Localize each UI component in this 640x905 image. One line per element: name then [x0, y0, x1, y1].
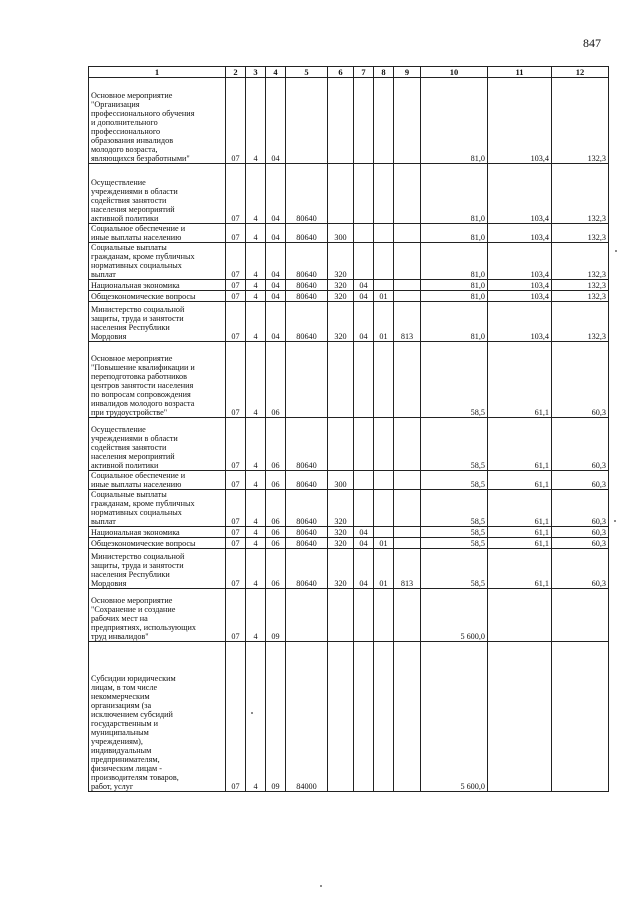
code-cell: [374, 642, 394, 792]
code-cell: 80640: [286, 291, 328, 302]
code-cell: 4: [246, 527, 266, 538]
column-header: 2: [226, 67, 246, 78]
code-cell: [354, 164, 374, 224]
amount-cell: 103,4: [488, 224, 552, 243]
code-cell: [286, 589, 328, 642]
code-cell: 07: [226, 342, 246, 418]
code-cell: 320: [328, 538, 354, 549]
column-header: 1: [89, 67, 226, 78]
code-cell: 07: [226, 527, 246, 538]
code-cell: 300: [328, 224, 354, 243]
code-cell: 04: [354, 549, 374, 589]
table-row: [89, 471, 609, 490]
code-cell: [374, 471, 394, 490]
amount-cell: 103,4: [488, 302, 552, 342]
code-cell: 06: [266, 471, 286, 490]
scan-speck: [614, 520, 616, 522]
amount-cell: 132,3: [552, 291, 609, 302]
table-row: [89, 549, 609, 589]
code-cell: 4: [246, 224, 266, 243]
column-header: 9: [394, 67, 421, 78]
code-cell: 80640: [286, 549, 328, 589]
table-body: [89, 78, 609, 792]
code-cell: 80640: [286, 471, 328, 490]
column-header: 12: [552, 67, 609, 78]
table-row: [89, 291, 609, 302]
row-name-cell: Основное мероприятие "Повышение квалификации и переподготовка работников центров занятости населения по вопросам сопровождения инвалидов молодого возраста при трудоустройстве": [89, 342, 226, 418]
code-cell: 07: [226, 291, 246, 302]
code-cell: 04: [266, 224, 286, 243]
amount-cell: 60,3: [552, 490, 609, 527]
code-cell: 4: [246, 642, 266, 792]
code-cell: [374, 490, 394, 527]
amount-cell: 58,5: [421, 490, 488, 527]
amount-cell: 81,0: [421, 224, 488, 243]
code-cell: 320: [328, 527, 354, 538]
code-cell: 07: [226, 538, 246, 549]
code-cell: 06: [266, 549, 286, 589]
row-name-cell: Национальная экономика: [89, 280, 226, 291]
amount-cell: 58,5: [421, 538, 488, 549]
code-cell: 07: [226, 549, 246, 589]
code-cell: [354, 642, 374, 792]
code-cell: 84000: [286, 642, 328, 792]
code-cell: 80640: [286, 490, 328, 527]
row-name-cell: Осуществление учреждениями в области содействия занятости населения мероприятий активной политики: [89, 418, 226, 471]
code-cell: [394, 243, 421, 280]
code-cell: [394, 224, 421, 243]
amount-cell: 81,0: [421, 243, 488, 280]
code-cell: 04: [354, 302, 374, 342]
table-row: [89, 164, 609, 224]
code-cell: [394, 164, 421, 224]
code-cell: 320: [328, 243, 354, 280]
code-cell: 07: [226, 471, 246, 490]
amount-cell: 103,4: [488, 164, 552, 224]
code-cell: 4: [246, 291, 266, 302]
code-cell: 04: [354, 291, 374, 302]
table-row: [89, 589, 609, 642]
code-cell: [394, 527, 421, 538]
row-name-cell: Основное мероприятие "Сохранение и создание рабочих мест на предприятиях, использующих труд инвалидов": [89, 589, 226, 642]
row-name-cell: Субсидии юридическим лицам, в том числе некоммерческим организациям (за исключением субсидий государственным и муниципальным учреждениям), индивидуальным предпринимателям, физическим лицам - производителям товаров, работ, услуг: [89, 642, 226, 792]
code-cell: 4: [246, 78, 266, 164]
scan-speck: [251, 712, 253, 714]
amount-cell: 5 600,0: [421, 642, 488, 792]
code-cell: 04: [354, 538, 374, 549]
row-name-cell: Национальная экономика: [89, 527, 226, 538]
table-row: [89, 342, 609, 418]
code-cell: [374, 527, 394, 538]
scan-speck: [320, 885, 322, 887]
scan-speck: [615, 250, 617, 252]
code-cell: 4: [246, 302, 266, 342]
code-cell: 80640: [286, 302, 328, 342]
amount-cell: 58,5: [421, 471, 488, 490]
code-cell: 04: [266, 78, 286, 164]
amount-cell: [552, 589, 609, 642]
table-row: [89, 642, 609, 792]
column-header: 6: [328, 67, 354, 78]
amount-cell: 103,4: [488, 78, 552, 164]
code-cell: [328, 642, 354, 792]
table-row: [89, 78, 609, 164]
table-row: [89, 490, 609, 527]
code-cell: 07: [226, 243, 246, 280]
column-header: 11: [488, 67, 552, 78]
code-cell: 06: [266, 527, 286, 538]
code-cell: 4: [246, 280, 266, 291]
amount-cell: 61,1: [488, 490, 552, 527]
amount-cell: 103,4: [488, 291, 552, 302]
amount-cell: 61,1: [488, 418, 552, 471]
code-cell: 04: [266, 302, 286, 342]
amount-cell: 61,1: [488, 471, 552, 490]
code-cell: 320: [328, 302, 354, 342]
code-cell: [354, 78, 374, 164]
page-number: 847: [583, 36, 601, 50]
amount-cell: 60,3: [552, 418, 609, 471]
code-cell: [394, 418, 421, 471]
column-header: 8: [374, 67, 394, 78]
code-cell: 06: [266, 418, 286, 471]
table-row: [89, 418, 609, 471]
code-cell: 80640: [286, 527, 328, 538]
code-cell: [374, 224, 394, 243]
code-cell: [328, 164, 354, 224]
row-name-cell: Социальные выплаты гражданам, кроме публичных нормативных социальных выплат: [89, 243, 226, 280]
amount-cell: 81,0: [421, 78, 488, 164]
code-cell: [374, 280, 394, 291]
code-cell: 07: [226, 642, 246, 792]
amount-cell: [488, 589, 552, 642]
code-cell: [394, 280, 421, 291]
amount-cell: 61,1: [488, 527, 552, 538]
amount-cell: 81,0: [421, 302, 488, 342]
code-cell: [354, 418, 374, 471]
amount-cell: 60,3: [552, 549, 609, 589]
code-cell: [374, 164, 394, 224]
table-row: [89, 280, 609, 291]
code-cell: [328, 342, 354, 418]
code-cell: [328, 589, 354, 642]
code-cell: 813: [394, 302, 421, 342]
table-row: [89, 538, 609, 549]
code-cell: [354, 224, 374, 243]
amount-cell: 132,3: [552, 280, 609, 291]
code-cell: 80640: [286, 164, 328, 224]
code-cell: 09: [266, 589, 286, 642]
code-cell: 80640: [286, 243, 328, 280]
column-header: 5: [286, 67, 328, 78]
code-cell: [328, 78, 354, 164]
code-cell: [394, 471, 421, 490]
code-cell: [354, 589, 374, 642]
code-cell: 320: [328, 490, 354, 527]
code-cell: [394, 78, 421, 164]
table-row: [89, 224, 609, 243]
code-cell: 813: [394, 549, 421, 589]
code-cell: [354, 471, 374, 490]
amount-cell: 132,3: [552, 78, 609, 164]
row-name-cell: Министерство социальной защиты, труда и занятости населения Республики Мордовия: [89, 302, 226, 342]
column-header: 7: [354, 67, 374, 78]
code-cell: [394, 538, 421, 549]
code-cell: 4: [246, 243, 266, 280]
budget-table: [88, 66, 609, 792]
code-cell: 04: [354, 280, 374, 291]
amount-cell: 103,4: [488, 280, 552, 291]
code-cell: 07: [226, 490, 246, 527]
amount-cell: 81,0: [421, 291, 488, 302]
code-cell: [286, 78, 328, 164]
amount-cell: 5 600,0: [421, 589, 488, 642]
code-cell: 04: [266, 280, 286, 291]
code-cell: [394, 642, 421, 792]
code-cell: 4: [246, 549, 266, 589]
row-name-cell: Социальное обеспечение и иные выплаты населению: [89, 471, 226, 490]
code-cell: [354, 243, 374, 280]
code-cell: 80640: [286, 418, 328, 471]
code-cell: [354, 490, 374, 527]
code-cell: [354, 342, 374, 418]
code-cell: 07: [226, 418, 246, 471]
amount-cell: [552, 642, 609, 792]
code-cell: [374, 78, 394, 164]
row-name-cell: Общеэкономические вопросы: [89, 538, 226, 549]
code-cell: 06: [266, 342, 286, 418]
code-cell: 06: [266, 490, 286, 527]
code-cell: 01: [374, 549, 394, 589]
code-cell: 4: [246, 342, 266, 418]
code-cell: 07: [226, 78, 246, 164]
amount-cell: 58,5: [421, 527, 488, 538]
code-cell: [374, 418, 394, 471]
code-cell: 01: [374, 538, 394, 549]
amount-cell: 61,1: [488, 538, 552, 549]
code-cell: 07: [226, 280, 246, 291]
code-cell: 4: [246, 164, 266, 224]
code-cell: 01: [374, 302, 394, 342]
code-cell: 06: [266, 538, 286, 549]
code-cell: 80640: [286, 280, 328, 291]
amount-cell: 81,0: [421, 164, 488, 224]
table-row: [89, 243, 609, 280]
code-cell: 01: [374, 291, 394, 302]
code-cell: [374, 342, 394, 418]
code-cell: [328, 418, 354, 471]
code-cell: 4: [246, 589, 266, 642]
code-cell: 80640: [286, 224, 328, 243]
code-cell: 320: [328, 280, 354, 291]
code-cell: [374, 243, 394, 280]
code-cell: 4: [246, 538, 266, 549]
row-name-cell: Социальное обеспечение и иные выплаты населению: [89, 224, 226, 243]
amount-cell: 81,0: [421, 280, 488, 291]
code-cell: [394, 342, 421, 418]
code-cell: 320: [328, 549, 354, 589]
column-header: 4: [266, 67, 286, 78]
code-cell: 07: [226, 164, 246, 224]
code-cell: 80640: [286, 538, 328, 549]
row-name-cell: Основное мероприятие "Организация профессионального обучения и дополнительного профессионального образования инвалидов молодого возраста, являющихся безработными": [89, 78, 226, 164]
row-name-cell: Министерство социальной защиты, труда и занятости населения Республики Мордовия: [89, 549, 226, 589]
amount-cell: 61,1: [488, 342, 552, 418]
amount-cell: 132,3: [552, 164, 609, 224]
code-cell: 04: [266, 291, 286, 302]
amount-cell: 58,5: [421, 418, 488, 471]
code-cell: 07: [226, 224, 246, 243]
amount-cell: 58,5: [421, 342, 488, 418]
code-cell: 4: [246, 490, 266, 527]
header-row: [89, 67, 609, 78]
amount-cell: 61,1: [488, 549, 552, 589]
amount-cell: 58,5: [421, 549, 488, 589]
amount-cell: 60,3: [552, 471, 609, 490]
code-cell: 07: [226, 302, 246, 342]
amount-cell: 103,4: [488, 243, 552, 280]
row-name-cell: Социальные выплаты гражданам, кроме публичных нормативных социальных выплат: [89, 490, 226, 527]
row-name-cell: Общеэкономические вопросы: [89, 291, 226, 302]
code-cell: 4: [246, 418, 266, 471]
amount-cell: 60,3: [552, 342, 609, 418]
column-header: 10: [421, 67, 488, 78]
table-row: [89, 527, 609, 538]
code-cell: 07: [226, 589, 246, 642]
code-cell: [394, 589, 421, 642]
code-cell: [374, 589, 394, 642]
column-header: 3: [246, 67, 266, 78]
code-cell: 04: [266, 243, 286, 280]
table-row: [89, 302, 609, 342]
amount-cell: 132,3: [552, 302, 609, 342]
code-cell: 300: [328, 471, 354, 490]
amount-cell: 60,3: [552, 538, 609, 549]
code-cell: [286, 342, 328, 418]
amount-cell: 132,3: [552, 224, 609, 243]
code-cell: 320: [328, 291, 354, 302]
code-cell: 4: [246, 471, 266, 490]
amount-cell: 132,3: [552, 243, 609, 280]
row-name-cell: Осуществление учреждениями в области содействия занятости населения мероприятий активной политики: [89, 164, 226, 224]
code-cell: 04: [266, 164, 286, 224]
code-cell: [394, 490, 421, 527]
code-cell: 04: [354, 527, 374, 538]
code-cell: 09: [266, 642, 286, 792]
amount-cell: 60,3: [552, 527, 609, 538]
amount-cell: [488, 642, 552, 792]
code-cell: [394, 291, 421, 302]
